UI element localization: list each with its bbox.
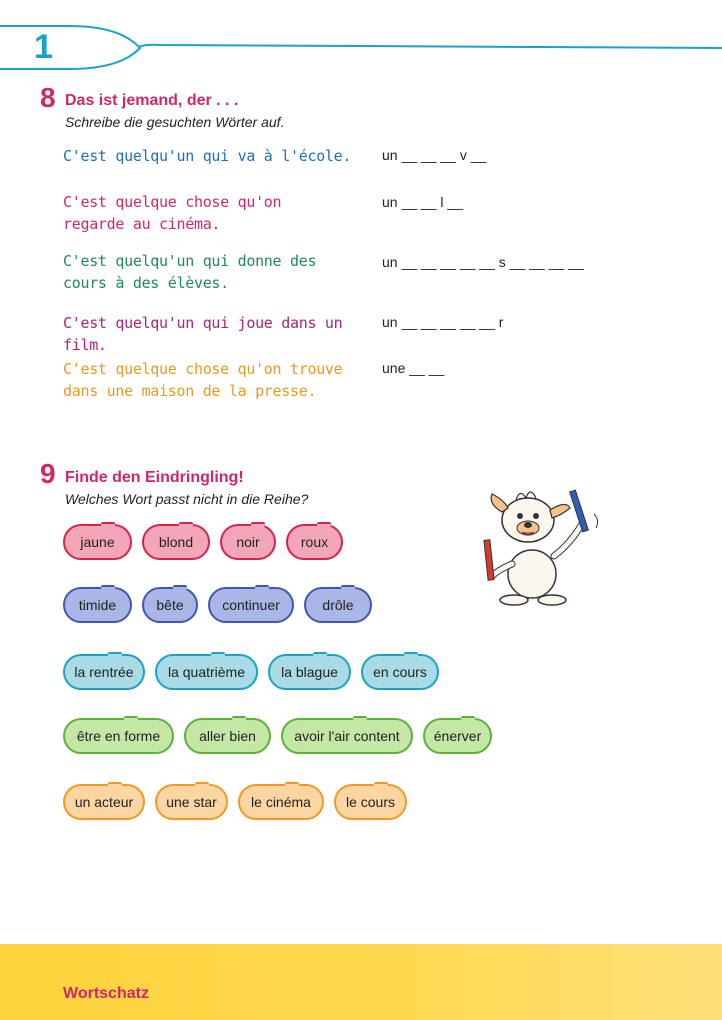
- word-bubble[interactable]: noir: [220, 524, 276, 560]
- word-bubble[interactable]: le cours: [334, 784, 407, 820]
- clue-text: C'est quelque chose qu'on trouve dans une maison de la presse.: [63, 360, 343, 400]
- footer-section-label: Wortschatz: [63, 985, 149, 1002]
- word-bubble[interactable]: la blague: [268, 654, 351, 690]
- word-bubble[interactable]: un acteur: [63, 784, 145, 820]
- clue-text: C'est quelque chose qu'on regarde au cinéma.: [63, 193, 282, 233]
- word-bubble[interactable]: blond: [142, 524, 210, 560]
- chapter-number: 1: [34, 28, 53, 66]
- word-bubble[interactable]: jaune: [63, 524, 132, 560]
- exercise-8-instruction: Schreibe die gesuchten Wörter auf.: [65, 114, 285, 130]
- word-bubble[interactable]: aller bien: [184, 718, 271, 754]
- word-bubble[interactable]: en cours: [361, 654, 439, 690]
- word-bubble[interactable]: roux: [286, 524, 343, 560]
- word-bubble[interactable]: continuer: [208, 587, 294, 623]
- answer-blank[interactable]: un __ __ __ __ __ s __ __ __ __: [382, 254, 584, 270]
- clue-text: C'est quelqu'un qui joue dans un film.: [63, 314, 343, 354]
- answer-blank[interactable]: un __ __ __ __ __ r: [382, 314, 504, 330]
- exercise-8-number: 8: [40, 82, 56, 113]
- word-bubble[interactable]: drôle: [304, 587, 372, 623]
- footer-band: [0, 944, 722, 1020]
- word-bubble[interactable]: la quatrième: [155, 654, 258, 690]
- word-bubble[interactable]: timide: [63, 587, 132, 623]
- clue-text: C'est quelqu'un qui donne des cours à des élèves.: [63, 252, 317, 292]
- header-line: [0, 0, 722, 75]
- answer-blank[interactable]: une __ __: [382, 360, 445, 376]
- word-bubble[interactable]: être en forme: [63, 718, 174, 754]
- answer-blank[interactable]: un __ __ l __: [382, 194, 463, 210]
- exercise-9-number: 9: [40, 458, 56, 489]
- word-bubble[interactable]: le cinéma: [238, 784, 324, 820]
- exercise-9-title: Finde den Eindringling!: [65, 469, 244, 486]
- dog-mascot-illustration: [470, 484, 610, 610]
- word-bubble[interactable]: avoir l'air content: [281, 718, 413, 754]
- word-bubble[interactable]: une star: [155, 784, 228, 820]
- exercise-8-title: Das ist jemand, der . . .: [65, 92, 239, 109]
- answer-blank[interactable]: un __ __ __ v __: [382, 147, 487, 163]
- clue-text: C'est quelqu'un qui va à l'école.: [63, 147, 352, 165]
- word-bubble[interactable]: la rentrée: [63, 654, 145, 690]
- exercise-9-instruction: Welches Wort passt nicht in die Reihe?: [65, 491, 309, 507]
- word-bubble[interactable]: énerver: [423, 718, 492, 754]
- word-bubble[interactable]: bête: [142, 587, 198, 623]
